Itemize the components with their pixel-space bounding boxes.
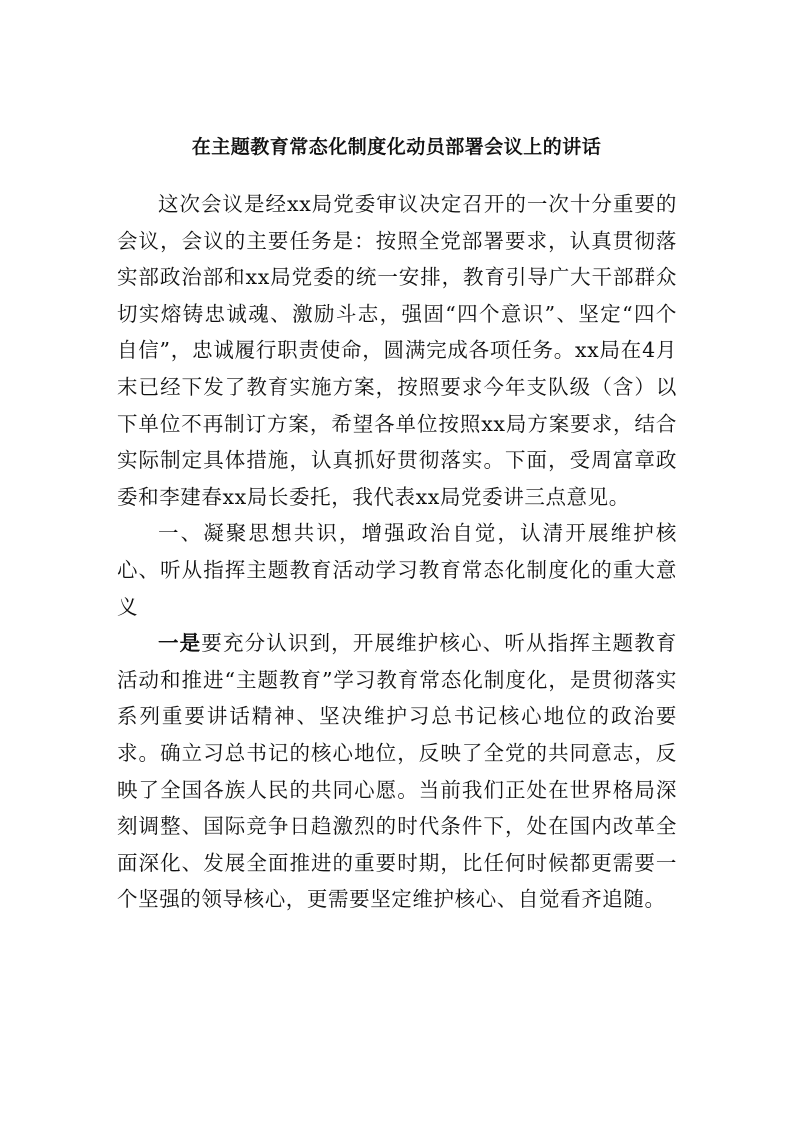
paragraph-point-one bbox=[117, 625, 677, 918]
paragraph-text: 要充分认识到，开展维护核心、听从指挥主题教育活动和推进“主题教育”学习教育常态化制度化，是贯彻落实系列重要讲话精神、坚决维护习总书记核心地位的政治要求。确立习总书记的核心地位，反映了全党的共同意志，反映了全国各族人民的共同心愿。当前我们正处在世界格局深刻调整、国际竞争日趋激烈的时代条件下，处在国内改革全面深化、发展全面推进的重要时期，比任何时候都更需要一个坚强的领导核心，更需要坚定维护核心、自觉看齐追随。 bbox=[117, 631, 677, 912]
paragraph-lead: 一是 bbox=[158, 631, 202, 656]
paragraph-text: 一、凝聚思想共识，增强政治自觉，认清开展维护核心、听从指挥主题教育活动学习教育常态化制度化的重大意义 bbox=[117, 521, 677, 619]
paragraph-text: 这次会议是经xx局党委审议决定召开的一次十分重要的会议，会议的主要任务是：按照全党部署要求，认真贯彻落实部政治部和xx局党委的统一安排，教育引导广大干部群众切实熔铸忠诚魂、激励斗志，强固“四个意识”、坚定“四个自信”，忠诚履行职责使命，圆满完成各项任务。xx局在4月末已经下发了教育实施方案，按照要求今年支队级（含）以下单位不再制订方案，希望各单位按照xx局方案要求，结合实际制定具体措施，认真抓好贯彻落实。下面，受周富章政委和李建春xx局长委托，我代表xx局党委讲三点意见。 bbox=[117, 192, 677, 509]
document-body bbox=[117, 186, 677, 918]
paragraph-intro bbox=[117, 186, 677, 515]
document-title: 在主题教育常态化制度化动员部署会议上的讲话 bbox=[191, 136, 602, 158]
section-heading-one bbox=[117, 515, 677, 625]
